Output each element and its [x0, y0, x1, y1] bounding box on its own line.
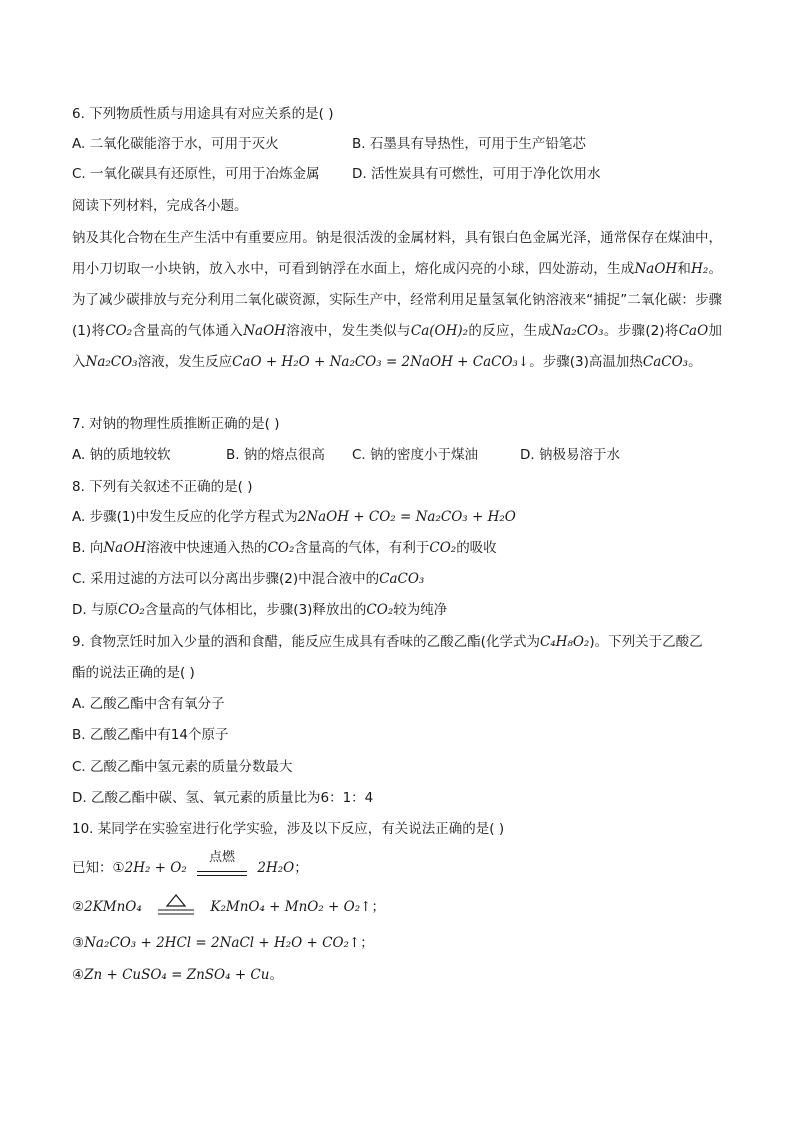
material-text-9: 。步骤(3)高温加热: [529, 354, 643, 370]
material-text-1: 钠及其化合物在生产生活中有重要应用。钠是很活泼的金属材料，具有银白色金属光泽，通常保存在煤油中，用小刀切取一小块钠，放入水中，可看到钠浮在水面上，熔化成闪亮的小球，四处游动，生成: [72, 230, 722, 277]
q8-c-text: C. 采用过滤的方法可以分离出步骤(2)中混合液中的: [72, 571, 380, 587]
q8-d-co2: CO₂: [117, 602, 145, 618]
known-label: 已知：: [72, 860, 113, 876]
q8-d-text-2: 含量高的气体相比，步骤(3)释放出的: [144, 602, 367, 618]
material-text-6: 。步骤(2)将: [603, 323, 679, 339]
material-text-7: 加入: [72, 323, 723, 370]
q8-c-caco3: CaCO₃: [379, 571, 425, 587]
reaction-4-equation: Zn + CuSO₄ = ZnSO₄ + Cu: [84, 967, 270, 983]
reaction-1-number: ①: [112, 860, 125, 876]
formula-na2co3: Na₂CO₃: [551, 323, 604, 339]
reaction-3-equation: Na₂CO₃ + 2HCl = 2NaCl + H₂O + CO₂↑: [84, 935, 361, 951]
q8-b-text-1: B. 向: [72, 540, 104, 556]
q6-stem: 6. 下列物质性质与用途具有对应关系的是( ): [72, 106, 334, 122]
reaction-1: [72, 850, 308, 886]
material-text-5: 的反应，生成: [468, 323, 552, 339]
q10-stem: 10. 某同学在实验室进行化学实验，涉及以下反应，有关说法正确的是( ): [72, 821, 505, 837]
reaction-4-number: ④: [72, 967, 85, 983]
q6-option-b: B. 石墨具有导热性，可用于生产铅笔芯: [352, 136, 586, 152]
q9-stem-text-1: 9. 食物烹饪时加入少量的酒和食醋，能反应生成具有香味的乙酸乙酯(化学式为: [72, 634, 540, 650]
q8-d-text-3: 较为纯净: [393, 602, 448, 618]
formula-cao: CaO: [678, 323, 709, 339]
q6-option-d: D. 活性炭具有可燃性，可用于净化饮用水: [352, 166, 601, 182]
q8-b-co2: CO₂: [267, 540, 295, 556]
q8-b-text-2: 溶液中快速通入热的: [146, 540, 268, 556]
q7-stem: 7. 对钠的物理性质推断正确的是( ): [72, 416, 280, 432]
q9-stem-text-2: )。下列关于乙酸乙: [589, 634, 703, 650]
q9-stem-line1: [72, 632, 703, 652]
q6-option-c: C. 一氧化碳具有还原性，可用于冶炼金属: [72, 166, 320, 182]
q9-formula: C₄H₈O₂: [539, 634, 590, 650]
reaction-2-number: ②: [72, 899, 85, 915]
material-and: 和: [677, 261, 692, 277]
q8-b-text-3: 含量高的气体，有利于: [294, 540, 430, 556]
material-text-2: 。为了减少碳排放与充分利用二氧化碳资源，实际生产中，经常利用足量氢氧化钠溶液来“捕捉”二氧化碳：步骤(1)将: [72, 261, 723, 339]
q8-d-text-1: D. 与原: [72, 602, 118, 618]
q8-stem: 8. 下列有关叙述不正确的是( ): [72, 479, 253, 495]
q8-a-equation: 2NaOH + CO₂ = Na₂CO₃ + H₂O: [297, 509, 516, 525]
formula-naoh: NaOH: [634, 261, 678, 277]
reaction-1-end: ；: [294, 860, 308, 876]
q6-option-a: A. 二氧化碳能溶于水，可用于灭火: [72, 136, 279, 152]
ignite-condition: 点燃: [209, 850, 236, 865]
reaction-2-products: K₂MnO₄ + MnO₂ + O₂↑: [210, 899, 372, 915]
q7-option-b: B. 钠的熔点很高: [226, 447, 325, 463]
formula-caco3: CaCO₃: [642, 354, 689, 370]
q7-option-d: D. 钠极易溶于水: [520, 447, 620, 463]
q7-option-a: A. 钠的质地较软: [72, 447, 171, 463]
q9-option-b: B. 乙酸乙酯中有14个原子: [72, 727, 229, 743]
q8-d-co2-2: CO₂: [366, 602, 394, 618]
q8-b-co2-2: CO₂: [429, 540, 457, 556]
q8-b-naoh: NaOH: [103, 540, 147, 556]
reaction-1-products: 2H₂O: [257, 860, 295, 876]
reaction-4-end: 。: [269, 967, 283, 983]
q8-option-a: [72, 507, 516, 527]
reaction-1-reactants: 2H₂ + O₂: [124, 860, 187, 876]
material-paragraph: [72, 223, 722, 378]
reaction-3-number: ③: [72, 935, 85, 951]
formula-naoh-2: NaOH: [243, 323, 286, 339]
q9-option-d: D. 乙酸乙酯中碳、氢、氧元素的质量比为6：1：4: [72, 790, 374, 806]
q9-option-a: A. 乙酸乙酯中含有氧分子: [72, 696, 225, 712]
heat-condition-icon: [156, 892, 196, 922]
q9-option-c: C. 乙酸乙酯中氢元素的质量分数最大: [72, 759, 293, 775]
material-end: 。: [688, 354, 702, 370]
reaction-4: [72, 965, 283, 985]
reaction-3: [72, 933, 374, 953]
formula-caoh2: Ca(OH)₂: [410, 323, 469, 339]
formula-na2co3-2: Na₂CO₃: [85, 354, 138, 370]
q8-option-b: [72, 538, 497, 558]
reading-intro: 阅读下列材料，完成各小题。: [72, 198, 248, 214]
q8-a-text: A. 步骤(1)中发生反应的化学方程式为: [72, 509, 298, 525]
reaction-1-condition: [197, 852, 247, 884]
formula-co2: CO₂: [105, 323, 133, 339]
reaction-2: [72, 891, 385, 923]
material-text-4: 溶液中，发生类似与: [285, 323, 411, 339]
q7-option-c: C. 钠的密度小于煤油: [352, 447, 479, 463]
q8-option-c: [72, 569, 424, 589]
material-text-3: 含量高的气体通入: [132, 323, 244, 339]
reaction-3-end: ；: [360, 935, 374, 951]
formula-h2: H₂: [691, 261, 709, 277]
q8-b-text-4: 的吸收: [456, 540, 497, 556]
equation-cao-reaction: CaO + H₂O + Na₂CO₃ = 2NaOH + CaCO₃↓: [232, 354, 530, 370]
q9-stem-line2: 酯的说法正确的是( ): [72, 665, 195, 681]
material-text-8: 溶液，发生反应: [137, 354, 233, 370]
q8-option-d: [72, 600, 447, 620]
reaction-2-end: ；: [371, 899, 385, 915]
reaction-2-reactant: 2KMnO₄: [84, 899, 142, 915]
